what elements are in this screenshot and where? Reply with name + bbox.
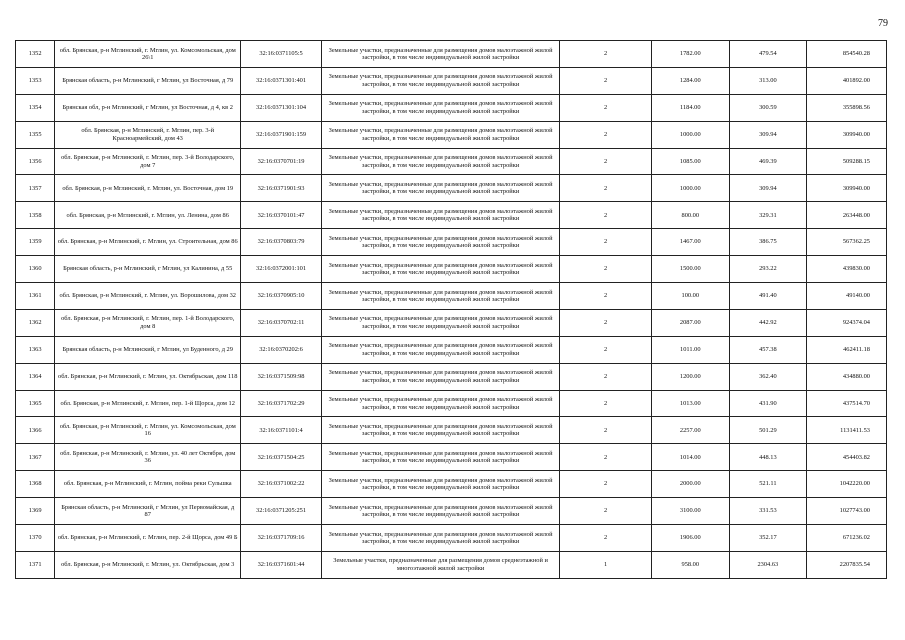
land-use-cell: Земельные участки, предназначенные для размещения домов малоэтажной жилой застройки, в том числе индивидуальной жилой застройки [321, 67, 559, 94]
land-use-cell: Земельные участки, предназначенные для размещения домов малоэтажной жилой застройки, в том числе индивидуальной жилой застройки [321, 498, 559, 525]
category-cell: 2 [560, 363, 652, 390]
category-cell: 2 [560, 41, 652, 68]
row-id-cell: 1362 [16, 309, 55, 336]
specific-value-cell: 362.40 [729, 363, 807, 390]
category-cell: 2 [560, 417, 652, 444]
category-cell: 2 [560, 148, 652, 175]
row-id-cell: 1368 [16, 471, 55, 498]
specific-value-cell: 501.29 [729, 417, 807, 444]
area-cell: 2257.00 [652, 417, 730, 444]
page-number: 79 [878, 18, 888, 29]
cadastral-number-cell: 32:16:0370803:79 [241, 229, 322, 256]
cadastral-value-cell: 355898.56 [807, 94, 887, 121]
address-cell: обл. Брянская, р-н Мглинский, г. Мглин, пер. 3-й Красноармейский, дом 43 [55, 121, 241, 148]
area-cell: 3100.00 [652, 498, 730, 525]
specific-value-cell: 479.54 [729, 41, 807, 68]
specific-value-cell: 469.39 [729, 148, 807, 175]
row-id-cell: 1370 [16, 525, 55, 552]
cadastral-number-cell: 32:16:0371205:251 [241, 498, 322, 525]
specific-value-cell: 309.94 [729, 121, 807, 148]
category-cell: 2 [560, 94, 652, 121]
table-row [16, 67, 887, 94]
cadastral-number-cell: 32:16:0371301:104 [241, 94, 322, 121]
cadastral-value-cell: 49140.00 [807, 283, 887, 310]
area-cell: 2000.00 [652, 471, 730, 498]
table-row [16, 336, 887, 363]
category-cell: 2 [560, 309, 652, 336]
cadastral-value-cell: 924374.04 [807, 309, 887, 336]
row-id-cell: 1355 [16, 121, 55, 148]
land-use-cell: Земельные участки, предназначенные для размещения домов малоэтажной жилой застройки, в том числе индивидуальной жилой застройки [321, 444, 559, 471]
cadastral-value-cell: 509288.15 [807, 148, 887, 175]
area-cell: 1782.00 [652, 41, 730, 68]
category-cell: 2 [560, 336, 652, 363]
land-parcels-table [15, 40, 887, 579]
row-id-cell: 1357 [16, 175, 55, 202]
specific-value-cell: 309.94 [729, 175, 807, 202]
land-use-cell: Земельные участки, предназначенные для размещения домов среднеэтажной и многоэтажной жилой застройки [321, 551, 559, 578]
category-cell: 2 [560, 121, 652, 148]
address-cell: обл. Брянская, р-н Мглинский, г. Мглин, пер. 1-й Володарского, дом 8 [55, 309, 241, 336]
table-row [16, 148, 887, 175]
specific-value-cell: 448.13 [729, 444, 807, 471]
address-cell: обл. Брянская, р-н Мглинский, г. Мглин, пер. 2-й Щорса, дом 49 Б [55, 525, 241, 552]
category-cell: 2 [560, 67, 652, 94]
cadastral-value-cell: 439830.00 [807, 256, 887, 283]
address-cell: обл. Брянская, р-н Мглинский, г. Мглин, ул. Восточная, дом 19 [55, 175, 241, 202]
cadastral-number-cell: 32:16:0371101:4 [241, 417, 322, 444]
category-cell: 2 [560, 444, 652, 471]
cadastral-value-cell: 309940.00 [807, 175, 887, 202]
category-cell: 2 [560, 175, 652, 202]
specific-value-cell: 329.31 [729, 202, 807, 229]
cadastral-value-cell: 1131411.53 [807, 417, 887, 444]
land-use-cell: Земельные участки, предназначенные для размещения домов малоэтажной жилой застройки, в том числе индивидуальной жилой застройки [321, 202, 559, 229]
row-id-cell: 1358 [16, 202, 55, 229]
table-row [16, 363, 887, 390]
area-cell: 1906.00 [652, 525, 730, 552]
address-cell: обл. Брянская, р-н Мглинский, г. Мглин, ул. Октябрьская, дом 3 [55, 551, 241, 578]
land-use-cell: Земельные участки, предназначенные для размещения домов малоэтажной жилой застройки, в том числе индивидуальной жилой застройки [321, 229, 559, 256]
cadastral-number-cell: 32:16:0371702:29 [241, 390, 322, 417]
row-id-cell: 1371 [16, 551, 55, 578]
address-cell: обл. Брянская, р-н Мглинский, г. Мглин, ул. Комсомольская, дом 26\1 [55, 41, 241, 68]
cadastral-value-cell: 437514.70 [807, 390, 887, 417]
cadastral-value-cell: 1042220.00 [807, 471, 887, 498]
row-id-cell: 1359 [16, 229, 55, 256]
cadastral-number-cell: 32:16:0371301:401 [241, 67, 322, 94]
address-cell: Брянская обл, р-н Мглинский, г Мглин, ул Восточная, д 4, кв 2 [55, 94, 241, 121]
cadastral-number-cell: 32:16:0371002:22 [241, 471, 322, 498]
table-body [16, 41, 887, 579]
address-cell: обл. Брянская, р-н Мглинский, г. Мглин, пер. 1-й Щорса, дом 12 [55, 390, 241, 417]
specific-value-cell: 386.75 [729, 229, 807, 256]
area-cell: 2087.00 [652, 309, 730, 336]
category-cell: 2 [560, 525, 652, 552]
cadastral-value-cell: 401892.00 [807, 67, 887, 94]
row-id-cell: 1367 [16, 444, 55, 471]
area-cell: 1085.00 [652, 148, 730, 175]
area-cell: 1500.00 [652, 256, 730, 283]
specific-value-cell: 431.90 [729, 390, 807, 417]
table-row [16, 390, 887, 417]
table-row [16, 94, 887, 121]
specific-value-cell: 331.53 [729, 498, 807, 525]
area-cell: 1011.00 [652, 336, 730, 363]
row-id-cell: 1352 [16, 41, 55, 68]
area-cell: 1014.00 [652, 444, 730, 471]
row-id-cell: 1366 [16, 417, 55, 444]
cadastral-number-cell: 32:16:0371509:98 [241, 363, 322, 390]
row-id-cell: 1361 [16, 283, 55, 310]
cadastral-value-cell: 263448.00 [807, 202, 887, 229]
table-row [16, 309, 887, 336]
address-cell: обл. Брянская, р-н Мглинский, г. Мглин, пер. 3-й Володарского, дом 7 [55, 148, 241, 175]
land-use-cell: Земельные участки, предназначенные для размещения домов малоэтажной жилой застройки, в том числе индивидуальной жилой застройки [321, 363, 559, 390]
specific-value-cell: 521.11 [729, 471, 807, 498]
cadastral-value-cell: 1027743.00 [807, 498, 887, 525]
land-use-cell: Земельные участки, предназначенные для размещения домов малоэтажной жилой застройки, в том числе индивидуальной жилой застройки [321, 256, 559, 283]
address-cell: обл. Брянская, р-н Мглинский, г. Мглин, ул. Ленина, дом 86 [55, 202, 241, 229]
area-cell: 1467.00 [652, 229, 730, 256]
table-row [16, 471, 887, 498]
address-cell: обл. Брянская, р-н Мглинский, г. Мглин, ул. 40 лет Октября, дом 36 [55, 444, 241, 471]
table-row [16, 121, 887, 148]
area-cell: 1184.00 [652, 94, 730, 121]
cadastral-number-cell: 32:16:0370202:6 [241, 336, 322, 363]
cadastral-number-cell: 32:16:0370702:11 [241, 309, 322, 336]
address-cell: обл. Брянская, р-н Мглинский, г. Мглин, ул. Октябрьская, дом 118 [55, 363, 241, 390]
address-cell: обл. Брянская, р-н Мглинский, г. Мглин, пойма реки Сульшка [55, 471, 241, 498]
area-cell: 800.00 [652, 202, 730, 229]
cadastral-number-cell: 32:16:0370905:10 [241, 283, 322, 310]
cadastral-number-cell: 32:16:0371901:159 [241, 121, 322, 148]
table-row [16, 417, 887, 444]
address-cell: обл. Брянская, р-н Мглинский, г. Мглин, ул. Комсомольская, дом 16 [55, 417, 241, 444]
land-use-cell: Земельные участки, предназначенные для размещения домов малоэтажной жилой застройки, в том числе индивидуальной жилой застройки [321, 471, 559, 498]
address-cell: обл. Брянская, р-н Мглинский, г. Мглин, ул. Строительная, дом 86 [55, 229, 241, 256]
land-use-cell: Земельные участки, предназначенные для размещения домов малоэтажной жилой застройки, в том числе индивидуальной жилой застройки [321, 309, 559, 336]
area-cell: 1000.00 [652, 175, 730, 202]
land-use-cell: Земельные участки, предназначенные для размещения домов малоэтажной жилой застройки, в том числе индивидуальной жилой застройки [321, 41, 559, 68]
cadastral-number-cell: 32:16:0370101:47 [241, 202, 322, 229]
row-id-cell: 1360 [16, 256, 55, 283]
address-cell: Брянская область, р-н Мглинский, г Мглин, ул Восточная, д 79 [55, 67, 241, 94]
land-use-cell: Земельные участки, предназначенные для размещения домов малоэтажной жилой застройки, в том числе индивидуальной жилой застройки [321, 283, 559, 310]
land-use-cell: Земельные участки, предназначенные для размещения домов малоэтажной жилой застройки, в том числе индивидуальной жилой застройки [321, 336, 559, 363]
address-cell: Брянская область, р-н Мглинский, г Мглин, ул Калинина, д 55 [55, 256, 241, 283]
cadastral-value-cell: 462411.18 [807, 336, 887, 363]
row-id-cell: 1363 [16, 336, 55, 363]
category-cell: 2 [560, 471, 652, 498]
category-cell: 1 [560, 551, 652, 578]
row-id-cell: 1369 [16, 498, 55, 525]
specific-value-cell: 293.22 [729, 256, 807, 283]
address-cell: Брянская область, р-н Мглинский, г Мглин, ул Буденного, д 29 [55, 336, 241, 363]
table-row [16, 498, 887, 525]
specific-value-cell: 313.00 [729, 67, 807, 94]
cadastral-number-cell: 32:16:0372001:101 [241, 256, 322, 283]
specific-value-cell: 457.38 [729, 336, 807, 363]
area-cell: 1200.00 [652, 363, 730, 390]
land-use-cell: Земельные участки, предназначенные для размещения домов малоэтажной жилой застройки, в том числе индивидуальной жилой застройки [321, 121, 559, 148]
address-cell: обл. Брянская, р-н Мглинский, г. Мглин, ул. Ворошилова, дом 32 [55, 283, 241, 310]
table-row [16, 525, 887, 552]
land-use-cell: Земельные участки, предназначенные для размещения домов малоэтажной жилой застройки, в том числе индивидуальной жилой застройки [321, 148, 559, 175]
cadastral-value-cell: 434880.00 [807, 363, 887, 390]
table-row [16, 283, 887, 310]
area-cell: 1013.00 [652, 390, 730, 417]
land-use-cell: Земельные участки, предназначенные для размещения домов малоэтажной жилой застройки, в том числе индивидуальной жилой застройки [321, 390, 559, 417]
cadastral-value-cell: 454403.82 [807, 444, 887, 471]
table-row [16, 41, 887, 68]
table-row [16, 202, 887, 229]
land-use-cell: Земельные участки, предназначенные для размещения домов малоэтажной жилой застройки, в том числе индивидуальной жилой застройки [321, 525, 559, 552]
cadastral-value-cell: 567362.25 [807, 229, 887, 256]
table-row [16, 256, 887, 283]
area-cell: 1284.00 [652, 67, 730, 94]
cadastral-value-cell: 854540.28 [807, 41, 887, 68]
cadastral-number-cell: 32:16:0371601:44 [241, 551, 322, 578]
cadastral-value-cell: 2207835.54 [807, 551, 887, 578]
area-cell: 958.00 [652, 551, 730, 578]
table-row [16, 229, 887, 256]
cadastral-number-cell: 32:16:0371901:93 [241, 175, 322, 202]
land-use-cell: Земельные участки, предназначенные для размещения домов малоэтажной жилой застройки, в том числе индивидуальной жилой застройки [321, 417, 559, 444]
cadastral-value-cell: 309940.00 [807, 121, 887, 148]
cadastral-number-cell: 32:16:0371105:5 [241, 41, 322, 68]
table-row [16, 175, 887, 202]
cadastral-number-cell: 32:16:0370701:19 [241, 148, 322, 175]
category-cell: 2 [560, 256, 652, 283]
cadastral-number-cell: 32:16:0371709:16 [241, 525, 322, 552]
table-row [16, 444, 887, 471]
category-cell: 2 [560, 283, 652, 310]
category-cell: 2 [560, 229, 652, 256]
area-cell: 100.00 [652, 283, 730, 310]
row-id-cell: 1353 [16, 67, 55, 94]
area-cell: 1000.00 [652, 121, 730, 148]
category-cell: 2 [560, 498, 652, 525]
land-use-cell: Земельные участки, предназначенные для размещения домов малоэтажной жилой застройки, в том числе индивидуальной жилой застройки [321, 94, 559, 121]
row-id-cell: 1365 [16, 390, 55, 417]
specific-value-cell: 352.17 [729, 525, 807, 552]
specific-value-cell: 2304.63 [729, 551, 807, 578]
row-id-cell: 1364 [16, 363, 55, 390]
cadastral-value-cell: 671236.02 [807, 525, 887, 552]
land-use-cell: Земельные участки, предназначенные для размещения домов малоэтажной жилой застройки, в том числе индивидуальной жилой застройки [321, 175, 559, 202]
row-id-cell: 1354 [16, 94, 55, 121]
specific-value-cell: 300.59 [729, 94, 807, 121]
table-row [16, 551, 887, 578]
row-id-cell: 1356 [16, 148, 55, 175]
category-cell: 2 [560, 390, 652, 417]
cadastral-number-cell: 32:16:0371504:25 [241, 444, 322, 471]
specific-value-cell: 442.92 [729, 309, 807, 336]
specific-value-cell: 491.40 [729, 283, 807, 310]
address-cell: Брянская область, р-н Мглинский, г Мглин, ул Первомайская, д 87 [55, 498, 241, 525]
category-cell: 2 [560, 202, 652, 229]
